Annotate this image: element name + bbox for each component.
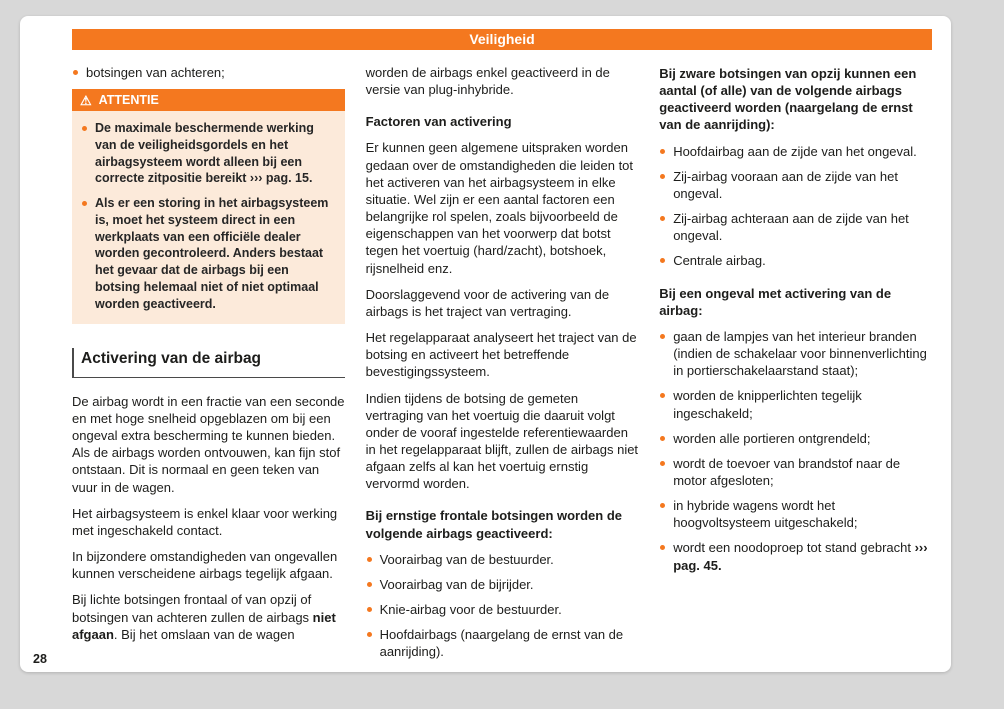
- bullet-icon: [82, 201, 87, 206]
- chapter-title: Veiligheid: [469, 31, 535, 47]
- attention-title: ATTENTIE: [98, 92, 159, 107]
- list-item-text: wordt de toevoer van brandstof naar de motor afgesloten;: [673, 455, 901, 488]
- chapter-header-bar: [72, 29, 932, 50]
- list-item-text: Voorairbag van de bijrijder.: [379, 576, 534, 592]
- bullet-icon: [660, 545, 665, 550]
- list-item-text: worden alle portieren ontgrendeld;: [673, 430, 871, 446]
- paragraph: [72, 591, 345, 642]
- paragraph: Doorslaggevend voor de activering van de airbags is het traject van vertraging.: [365, 286, 610, 319]
- list-item: [659, 497, 932, 531]
- section-title: Activering van de airbag: [72, 348, 345, 377]
- bullet-icon: [660, 258, 665, 263]
- list-item-text: wordt een noodoproep tot stand gebracht: [673, 540, 915, 556]
- bullet-icon: [367, 557, 372, 562]
- attention-box: [72, 89, 345, 324]
- list-item: [659, 210, 932, 244]
- paragraph: Er kunnen geen algemene uitspraken worden gedaan over de omstandigheden die leiden tot het activeren van het airbagsysteem in elke situatie. Wel zijn er een aantal factoren een belangrijke rol spelen, zoals bijvoorbeeld de eigenschappen van het voorwerp dat botst tegen het voertuig (hard/zacht), botshoek, rijsnelheid enz.: [365, 140, 634, 276]
- list-item-text: Centrale airbag.: [673, 253, 766, 269]
- sub-heading: Bij een ongeval met activering van de airbag:: [659, 285, 892, 318]
- list-item-text: Hoofdairbags (naargelang de ernst van de aanrijding).: [379, 627, 624, 660]
- list-item-text: Zij-airbag achteraan aan de zijde van het ongeval.: [673, 211, 909, 244]
- paragraph: Het airbagsysteem is enkel klaar voor werking met ingeschakeld contact.: [72, 505, 338, 538]
- list-item-text: [673, 539, 932, 573]
- warning-item-text: De maximale beschermende werking van de veiligheidsgordels en het airbagsysteem wordt alleen bij een correcte zitpositie bereikt ››› pag. 15.: [95, 121, 314, 186]
- list-item: [659, 143, 932, 160]
- list-item-text: worden de knipperlichten tegelijk ingeschakeld;: [673, 388, 862, 421]
- list-item-text: in hybride wagens wordt het hoogvoltsysteem uitgeschakeld;: [673, 498, 858, 531]
- bullet-icon: [367, 607, 372, 612]
- page-content: [72, 64, 932, 669]
- bullet-icon: [660, 334, 665, 339]
- bold-phrase: niet afgaan: [72, 609, 336, 642]
- paragraph-text: Bij lichte botsingen frontaal of van opzij of botsingen van achteren zullen de airbags: [72, 592, 313, 625]
- list-item-text: Voorairbag van de bestuurder.: [379, 551, 554, 567]
- bullet-icon: [660, 461, 665, 466]
- list-item: [366, 551, 639, 568]
- bullet-icon: [660, 174, 665, 179]
- attention-body: [72, 111, 345, 324]
- list-item-text: Knie-airbag voor de bestuurder.: [379, 602, 562, 618]
- warning-item: [81, 120, 336, 187]
- paragraph: Het regelapparaat analyseert het traject van de botsing en activeert het betreffende bevestigingssysteem.: [365, 330, 637, 380]
- list-item-text: botsingen van achteren;: [86, 65, 225, 80]
- list-item: [366, 601, 639, 618]
- paragraph: worden de airbags enkel geactiveerd in de versie van plug-inhybride.: [365, 65, 610, 98]
- bullet-icon: [660, 393, 665, 398]
- bullet-icon: [660, 149, 665, 154]
- attention-header: [72, 89, 345, 111]
- bullet-icon: [660, 503, 665, 508]
- list-item-text: Hoofdairbag aan de zijde van het ongeval.: [673, 143, 917, 159]
- sub-heading: Bij zware botsingen van opzij kunnen een aantal (of alle) van de volgende airbags geactiveerd worden (naargelang de ernst van de aanrijding):: [659, 66, 917, 133]
- list-item: [659, 252, 932, 269]
- list-item: [366, 576, 639, 593]
- sub-heading: Bij ernstige frontale botsingen worden de volgende airbags geactiveerd:: [365, 508, 623, 541]
- list-item: [659, 539, 932, 573]
- list-item: [659, 430, 932, 447]
- list-item-text: Zij-airbag vooraan aan de zijde van het ongeval.: [673, 168, 898, 201]
- bullet-icon: [367, 582, 372, 587]
- list-item: [72, 64, 345, 81]
- sub-heading: Factoren van activering: [365, 114, 512, 130]
- bullet-icon: [660, 436, 665, 441]
- warning-item: [81, 195, 336, 312]
- page-number: 28: [33, 652, 47, 666]
- bullet-icon: [367, 632, 372, 637]
- paragraph: Indien tijdens de botsing de gemeten vertraging van het voertuig die daaruit volgt onder de vooraf ingestelde referentiewaarden in het regelapparaat blijft, zullen de airbags niet afgaan zelfs al kan het voertuig ernstig vervormd worden.: [365, 390, 639, 492]
- list-item: [366, 626, 639, 660]
- bullet-icon: [73, 70, 78, 75]
- warning-triangle-icon: ⚠: [80, 92, 92, 108]
- list-item: [659, 328, 932, 379]
- paragraph-text: . Bij het omslaan van de wagen: [113, 626, 295, 642]
- list-item-text: gaan de lampjes van het interieur branden (indien de schakelaar voor binnenverlichting in portierschakelaarstand staat);: [673, 328, 927, 379]
- warning-item-text: Als er een storing in het airbagsysteem is, moet het systeem direct in een werkplaats van een officiële dealer worden gecontroleerd. Anders bestaat het gevaar dat de airbags bij een botsing helemaal niet of niet optimaal worden geactiveerd.: [95, 196, 329, 311]
- page-reference: ››› pag. 45.: [673, 540, 928, 573]
- list-item: [659, 387, 932, 421]
- list-item: [659, 168, 932, 202]
- column-right: [659, 64, 932, 669]
- bullet-icon: [660, 216, 665, 221]
- manual-page: [20, 16, 951, 672]
- paragraph: In bijzondere omstandigheden van ongevallen kunnen verscheidene airbags tegelijk afgaan.: [72, 549, 338, 582]
- list-item: [659, 455, 932, 489]
- column-left: [72, 64, 345, 669]
- bullet-icon: [82, 126, 87, 131]
- column-middle: [366, 64, 639, 669]
- paragraph: De airbag wordt in een fractie van een seconde en met hoge snelheid opgeblazen om bij een ongeval extra bescherming te kunnen bieden. Als de airbags worden ontvouwen, kan fijn stof ontstaan. Dit is normaal en geen teken van vuur in de wagen.: [72, 393, 345, 495]
